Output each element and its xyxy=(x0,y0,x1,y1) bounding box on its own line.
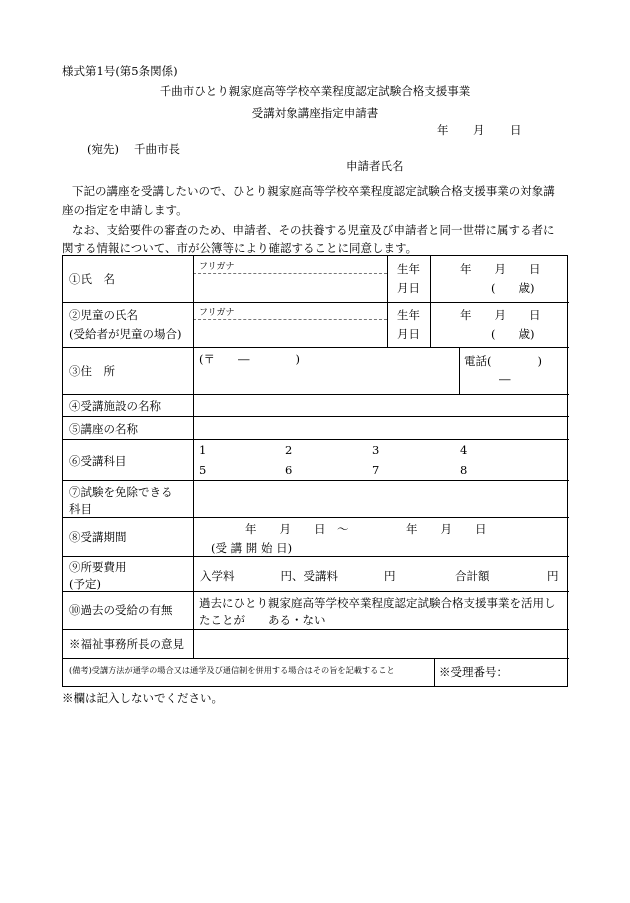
footer-note: ※欄は記入しないでください。 xyxy=(62,691,223,705)
date-year: 年 xyxy=(437,123,449,137)
addressee: 千曲市長 xyxy=(134,142,180,156)
applicant-birthdate[interactable]: 年 月 日 xyxy=(460,262,541,276)
cost-sublabel: (予定) xyxy=(69,577,101,591)
course-label: ⑤講座の名称 xyxy=(69,422,138,436)
period-note: (受 講 開 始 日) xyxy=(211,541,293,555)
postal-code-field[interactable]: (〒 ― ) xyxy=(199,352,300,366)
child-birth-label-top: 生年 xyxy=(397,308,420,322)
name-furigana-label: フリガナ xyxy=(199,262,235,272)
child-name-label: ②児童の氏名 xyxy=(69,308,138,322)
subject-number[interactable]: 1 xyxy=(199,443,207,457)
subject-number[interactable]: 5 xyxy=(199,463,207,477)
paragraph-2-line-1: なお、支給要件の審査のため、申請者、その扶養する児童及び申請者と同一世帯に属する者に xyxy=(72,223,555,237)
remarks-note: (備考)受講方法が通学の場合又は通学及び通信制を併用する場合はその旨を記載すること xyxy=(69,665,395,675)
period-label: ⑧受講期間 xyxy=(69,530,127,544)
applicant-name-label: 申請者氏名 xyxy=(346,159,404,173)
subject-number[interactable]: 8 xyxy=(460,463,468,477)
date-month: 月 xyxy=(473,123,485,137)
form-number: 様式第1号(第5条関係) xyxy=(62,64,178,78)
birth-label-bottom: 月日 xyxy=(397,281,420,295)
facility-label: ④受講施設の名称 xyxy=(69,399,161,413)
paragraph-2-line-2: 関する情報について、市が公簿等により確認することに同意します。 xyxy=(62,241,418,255)
paragraph-1-line-1: 下記の講座を受講したいので、ひとり親家庭高等学校卒業程度認定試験合格支援事業の対象講 xyxy=(72,184,555,198)
course-input[interactable] xyxy=(194,418,566,438)
name-input[interactable] xyxy=(199,278,383,298)
phone-field[interactable]: 電話( ) xyxy=(464,354,542,368)
cost-label: ⑨所要費用 xyxy=(69,560,127,574)
paragraph-1-line-2: 座の指定を申請します。 xyxy=(62,203,188,217)
facility-input[interactable] xyxy=(194,395,566,415)
page-subtitle: 受講対象講座指定申請書 xyxy=(251,106,379,120)
subject-number[interactable]: 2 xyxy=(285,443,293,457)
subject-number[interactable]: 7 xyxy=(372,463,380,477)
past-receipt-label: ⑩過去の受給の有無 xyxy=(69,603,173,617)
applicant-age[interactable]: ( 歳) xyxy=(491,281,535,295)
exempt-subjects-sublabel: 科目 xyxy=(69,502,92,516)
subject-number[interactable]: 4 xyxy=(460,443,468,457)
past-receipt-text: 過去にひとり親家庭高等学校卒業程度認定試験合格支援事業を活用し xyxy=(199,596,556,610)
application-form-table xyxy=(62,255,568,687)
welfare-office-opinion-input[interactable] xyxy=(194,630,566,657)
date-day: 日 xyxy=(510,123,522,137)
subject-number[interactable]: 6 xyxy=(285,463,293,477)
child-furigana-label: フリガナ xyxy=(199,308,235,318)
name-label: ①氏 名 xyxy=(69,272,115,286)
exempt-subjects-label: ⑦試験を免除できる xyxy=(69,485,173,499)
cost-total[interactable]: 合計額 円 xyxy=(455,569,559,583)
birth-label-top: 生年 xyxy=(397,262,420,276)
child-name-input[interactable] xyxy=(199,323,383,343)
page-title: 千曲市ひとり親家庭高等学校卒業程度認定試験合格支援事業 xyxy=(159,84,471,98)
past-receipt-choice[interactable]: たことが ある・ない xyxy=(199,613,326,627)
child-name-sublabel: (受給者が児童の場合) xyxy=(69,327,182,341)
phone-separator: ― xyxy=(499,372,511,386)
child-birthdate[interactable]: 年 月 日 xyxy=(460,308,541,322)
welfare-office-opinion-label: ※福祉事務所長の意見 xyxy=(69,637,184,651)
subjects-label: ⑥受講科目 xyxy=(69,454,127,468)
subject-number[interactable]: 3 xyxy=(372,443,380,457)
child-birth-label-bottom: 月日 xyxy=(397,327,420,341)
addressee-label: (宛先) xyxy=(87,142,119,156)
receipt-number-label: ※受理番号： xyxy=(439,665,508,679)
period-dates[interactable]: 年 月 日 ～ 年 月 日 xyxy=(245,522,487,536)
child-age[interactable]: ( 歳) xyxy=(491,327,535,341)
address-label: ③住 所 xyxy=(69,364,115,378)
cost-fees[interactable]: 入学料 円、受講料 円 xyxy=(200,569,396,583)
exempt-subjects-input[interactable] xyxy=(194,481,566,516)
